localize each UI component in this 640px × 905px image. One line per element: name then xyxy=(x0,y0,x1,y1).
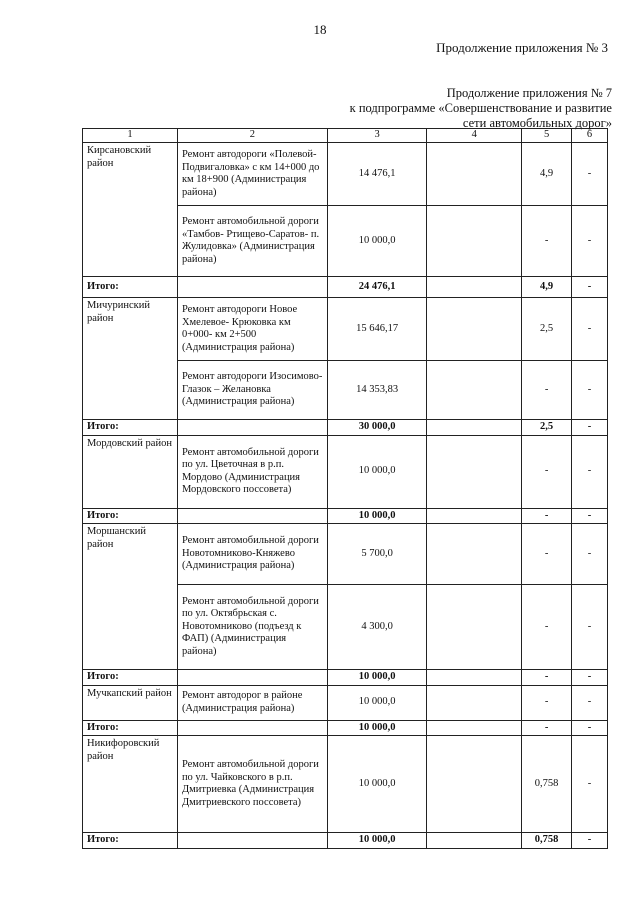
cell: 2,5 xyxy=(522,420,572,436)
cell xyxy=(427,277,522,298)
cell: - xyxy=(522,206,572,277)
cell: - xyxy=(572,298,608,361)
cell: 0,758 xyxy=(522,833,572,849)
cell xyxy=(177,670,327,686)
cell xyxy=(427,435,522,508)
appendix-continuation: Продолжение приложения № 3 xyxy=(436,40,608,55)
amount-cell: 15 646,17 xyxy=(327,298,427,361)
table-row xyxy=(83,685,608,720)
roads-table xyxy=(82,128,608,849)
column-header: 5 xyxy=(522,129,572,143)
column-header: 4 xyxy=(427,129,522,143)
cell xyxy=(427,720,522,736)
district-name: Мучкапский район xyxy=(83,685,178,720)
column-header: 2 xyxy=(177,129,327,143)
total-amount: 10 000,0 xyxy=(327,833,427,849)
appendix-heading xyxy=(350,86,612,131)
cell xyxy=(177,420,327,436)
cell xyxy=(427,143,522,206)
district-name: Никифоровский район xyxy=(83,736,178,833)
column-header: 1 xyxy=(83,129,178,143)
cell: - xyxy=(572,524,608,585)
total-amount: 10 000,0 xyxy=(327,508,427,524)
district-name: Кирсановский район xyxy=(83,143,178,277)
amount-cell: 14 476,1 xyxy=(327,143,427,206)
cell: - xyxy=(572,508,608,524)
cell: - xyxy=(522,435,572,508)
column-header: 6 xyxy=(572,129,608,143)
district-name: Мордовский район xyxy=(83,435,178,508)
project-description: Ремонт автодорог в районе (Администрация района) xyxy=(177,685,327,720)
cell: 0,758 xyxy=(522,736,572,833)
cell: - xyxy=(572,736,608,833)
cell xyxy=(177,720,327,736)
cell xyxy=(427,585,522,670)
cell: - xyxy=(572,361,608,420)
total-row xyxy=(83,420,608,436)
cell xyxy=(177,508,327,524)
total-amount: 24 476,1 xyxy=(327,277,427,298)
amount-cell: 10 000,0 xyxy=(327,206,427,277)
total-label: Итого: xyxy=(83,420,178,436)
total-row xyxy=(83,277,608,298)
cell: 2,5 xyxy=(522,298,572,361)
heading-line-3: сети автомобильных дорог» xyxy=(462,116,612,130)
total-label: Итого: xyxy=(83,833,178,849)
project-description: Ремонт автомобильной дороги Новотомниково-Княжево (Администрация района) xyxy=(177,524,327,585)
cell: - xyxy=(572,420,608,436)
cell: - xyxy=(522,508,572,524)
cell: - xyxy=(522,685,572,720)
amount-cell: 10 000,0 xyxy=(327,435,427,508)
total-row xyxy=(83,720,608,736)
cell: - xyxy=(572,720,608,736)
cell xyxy=(427,206,522,277)
cell: - xyxy=(572,685,608,720)
heading-line-2: к подпрограмме «Совершенствование и развитие xyxy=(349,101,612,115)
heading-line-1: Продолжение приложения № 7 xyxy=(446,86,612,100)
amount-cell: 14 353,83 xyxy=(327,361,427,420)
total-label: Итого: xyxy=(83,720,178,736)
cell xyxy=(427,670,522,686)
amount-cell: 4 300,0 xyxy=(327,585,427,670)
cell: - xyxy=(572,833,608,849)
cell: - xyxy=(572,585,608,670)
column-header: 3 xyxy=(327,129,427,143)
table-row xyxy=(83,435,608,508)
table-row xyxy=(83,143,608,206)
total-row xyxy=(83,833,608,849)
cell xyxy=(427,298,522,361)
table-row xyxy=(83,298,608,361)
table-row xyxy=(83,736,608,833)
cell: - xyxy=(522,670,572,686)
amount-cell: 5 700,0 xyxy=(327,524,427,585)
total-amount: 10 000,0 xyxy=(327,720,427,736)
project-description: Ремонт автомобильной дороги по ул. Чайковского в р.п. Дмитриевка (Администрация Дмитриевского поссовета) xyxy=(177,736,327,833)
cell xyxy=(177,277,327,298)
cell: - xyxy=(522,585,572,670)
project-description: Ремонт автодороги Изосимово-Глазок – Желановка (Администрация района) xyxy=(177,361,327,420)
amount-cell: 10 000,0 xyxy=(327,685,427,720)
total-label: Итого: xyxy=(83,670,178,686)
cell: 4,9 xyxy=(522,143,572,206)
table-row xyxy=(83,524,608,585)
project-description: Ремонт автомобильной дороги по ул. Цветочная в р.п. Мордово (Администрация Мордовского поссовета) xyxy=(177,435,327,508)
cell: - xyxy=(522,524,572,585)
cell xyxy=(427,833,522,849)
cell: 4,9 xyxy=(522,277,572,298)
table-header-row xyxy=(83,129,608,143)
total-label: Итого: xyxy=(83,508,178,524)
cell xyxy=(427,508,522,524)
cell xyxy=(177,833,327,849)
total-amount: 10 000,0 xyxy=(327,670,427,686)
total-label: Итого: xyxy=(83,277,178,298)
cell: - xyxy=(572,143,608,206)
cell: - xyxy=(572,670,608,686)
cell xyxy=(427,524,522,585)
project-description: Ремонт автомобильной дороги по ул. Октябрьская с. Новотомниково (подъезд к ФАП) (Администрация района) xyxy=(177,585,327,670)
cell xyxy=(427,420,522,436)
cell: - xyxy=(572,206,608,277)
cell: - xyxy=(522,720,572,736)
project-description: Ремонт автодороги Новое Хмелевое- Крюковка км 0+000- км 2+500 (Администрация района) xyxy=(177,298,327,361)
amount-cell: 10 000,0 xyxy=(327,736,427,833)
project-description: Ремонт автодороги «Полевой-Подвигаловка» с км 14+000 до км 18+900 (Администрация района) xyxy=(177,143,327,206)
total-row xyxy=(83,508,608,524)
district-name: Мичуринский район xyxy=(83,298,178,420)
total-row xyxy=(83,670,608,686)
cell: - xyxy=(572,435,608,508)
project-description: Ремонт автомобильной дороги «Тамбов- Ртищево-Саратов- п. Жулидовка» (Администрация района) xyxy=(177,206,327,277)
cell xyxy=(427,361,522,420)
page-number: 18 xyxy=(313,22,327,37)
cell xyxy=(427,685,522,720)
cell xyxy=(427,736,522,833)
cell: - xyxy=(572,277,608,298)
total-amount: 30 000,0 xyxy=(327,420,427,436)
district-name: Моршанский район xyxy=(83,524,178,670)
cell: - xyxy=(522,361,572,420)
